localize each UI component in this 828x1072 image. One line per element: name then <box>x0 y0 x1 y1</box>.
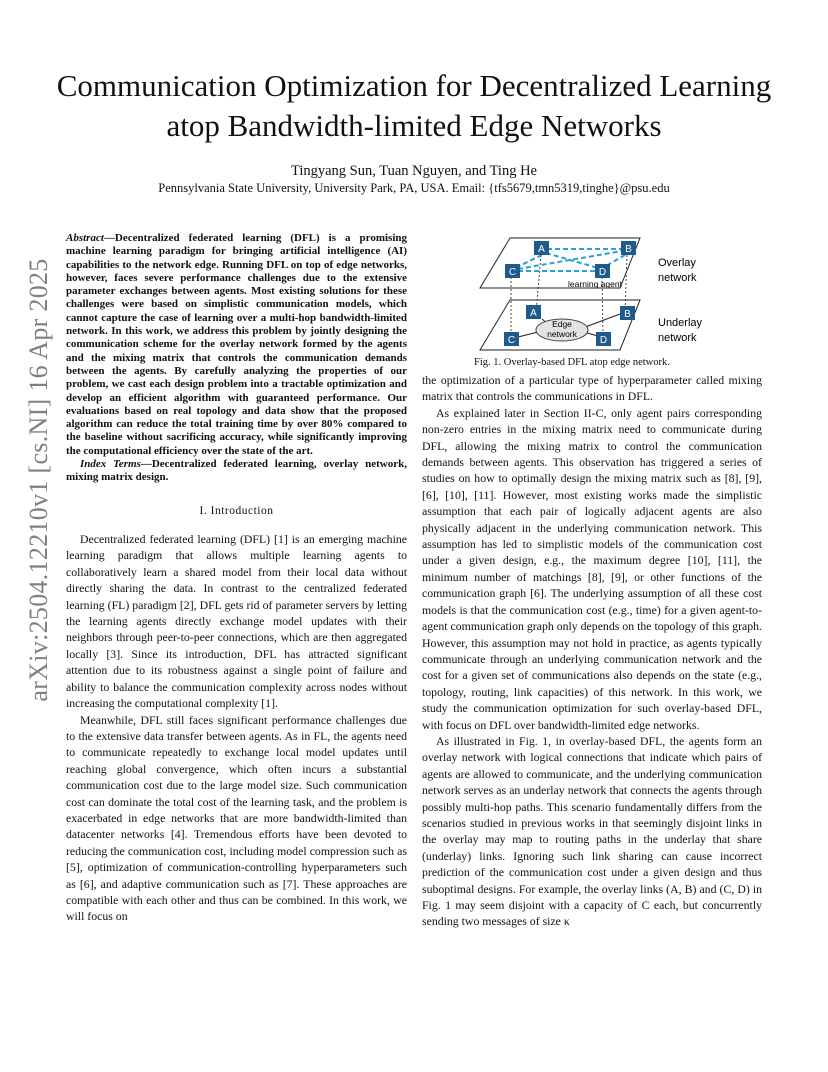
affiliation: Pennsylvania State University, University Park, PA, USA. Email: {tfs5679,tmn5319,tinghe}@psu.edu <box>158 181 670 195</box>
abstract-label: Abstract <box>66 232 104 244</box>
figure-overlay-diagram <box>470 233 720 353</box>
paragraph: Decentralized federated learning (DFL) [1] is an emerging machine learning paradigm that allows multiple learning agents to collaboratively learn a shared model from their local data without directly sharing the data. In contrast to the centralized federated learning (FL) paradigm [2], DFL gets rid of parameter servers by letting the learning agents directly exchange model updates with their neighbors through peer-to-peer connections, which are then aggregated locally [3]. Since its introduction, DFL has attracted significant attention due to its robustness against a single point of failure and ability to balance the communication complexity across nodes without increasing the computational complexity [1]. <box>66 532 407 711</box>
svg-text:C: C <box>507 335 516 346</box>
paragraph: As explained later in Section II-C, only agent pairs corresponding non-zero entries in the mixing matrix need to communicate during DFL, allowing the mixing matrix to control the communication demands between agents. This observation has triggered a series of studies on how to optimally design the mixing matrix such as [8], [9], [6], [10], [11]. However, most existing works made the simplistic assumption that each pair of logically adjacent agents are also physically adjacent in the underlying communication network. This assumption has led to simplistic models of the communication cost under a given design, e.g., the maximum degree [10], [11], the minimum number of matchings [8], [9], or other functions of the communication graph [6]. The underlying assumption of all these cost models is that the communication cost (e.g., time) for a given agent-to-agent communication graph only depends on the topology of this graph. However, this assumption may not hold in practice, as agents typically communicate through an underlying communication network and the cost for a given set of communications also depends on the state (e.g., topology, routing, link capacities) of this network. In this work, we study the communication optimization for such overlay-based DFL, with focus on DFL over bandwidth-limited edge networks. <box>422 405 762 732</box>
underlay-node-c <box>504 332 519 346</box>
underlay-label: Underlay <box>658 317 703 329</box>
right-column <box>422 372 762 930</box>
underlay-node-a <box>526 305 541 319</box>
overlay-node-c <box>505 264 520 278</box>
index-terms-label: Index Terms <box>80 458 141 471</box>
paragraph: As illustrated in Fig. 1, in overlay-based DFL, the agents form an overlay network with logical connections that indicate which pairs of agents are allowed to communicate, and the underlying communication network serves as an underlay network that connects the agents through possibly multi-hop paths. This scenario fundamentally differs from the scenarios studied in previous works in that seemingly disjoint links in the overlay may map to routing paths in the underlay that share (underlay) links. Ignoring such link sharing can cause incorrect prediction of the communication cost under a given design and thus suboptimal designs. For example, the overlay links (A, B) and (C, D) in Fig. 1 may seem disjoint with a capacity of C each, but concurrently sending two messages of size κ <box>422 733 762 929</box>
overlay-label-2: network <box>658 272 697 284</box>
overlay-node-a <box>534 241 549 255</box>
svg-text:D: D <box>598 267 607 278</box>
paper-title: Communication Optimization for Decentralized Learning atop Bandwidth-limited Edge Networks <box>56 68 772 143</box>
underlay-node-b <box>620 306 635 320</box>
underlay-node-d <box>596 332 611 346</box>
overlay-node-d <box>595 264 610 278</box>
svg-text:B: B <box>624 309 631 320</box>
overlay-label: Overlay <box>658 257 696 269</box>
edge-label: Edge <box>552 319 572 329</box>
learning-agent-label: learning agent <box>568 279 622 289</box>
svg-text:C: C <box>508 267 517 278</box>
arxiv-watermark: arXiv:2504.12210v1 [cs.NI] 16 Apr 2025 <box>24 258 53 702</box>
index-terms-text: —Decentralized federated learning, overlay network, mixing matrix design. <box>66 458 407 484</box>
svg-text:A: A <box>530 308 537 319</box>
abstract-text: —Decentralized federated learning (DFL) is a promising machine learning paradigm for bringing artificial intelligence (AI) capabilities to the network edge. Running DFL on top of edge networks, however, faces severe performance challenges due to the extensive parameter exchanges between agents. Most existing solutions for these challenges were based on simplistic communication models, which cannot capture the case of learning over a multi-hop bandwidth-limited network. In this work, we address this problem by jointly designing the communication scheme for the overlay network formed by the agents and the mixing matrix that controls the communication demands between the agents. By carefully analyzing the properties of our problem, we cast each design problem into a tractable optimization and develop an efficient algorithm with guaranteed performance. Our evaluations based on real topology and data show that the proposed algorithm can reduce the total training time by over 80% compared to the baseline without sacrificing accuracy, while significantly improving the computational efficiency over the state of the art. <box>66 232 407 457</box>
overlay-node-b <box>621 241 636 255</box>
edge-label-2: network <box>547 329 577 339</box>
index-terms <box>66 458 407 485</box>
underlay-label-2: network <box>658 332 697 344</box>
abstract <box>66 232 407 458</box>
figure-caption: Fig. 1. Overlay-based DFL atop edge network. <box>474 357 670 368</box>
left-column <box>66 232 407 925</box>
paragraph: the optimization of a particular type of hyperparameter called mixing matrix that controls the communications in DFL. <box>422 373 762 404</box>
paragraph: Meanwhile, DFL still faces significant performance challenges due to the extensive data transfer between agents. As in FL, the agents need to communicate repeatedly to exchange local model updates until reaching global convergence, which often incurs a substantial communication cost due to the large model size. Such communication cost can dominate the total cost of the learning task, and the problem is exacerbated in edge networks that are more bandwidth-limited than datacenter networks [4]. Tremendous efforts have been devoted to reducing the communication cost, including model compression such as [5], optimization of communication-controlling hyperparameters such as [6], and adaptive communication such as [7]. These approaches are compatible with each other and thus can be combined. In this work, we will focus on <box>66 712 407 924</box>
svg-text:D: D <box>599 335 608 346</box>
section-heading: I. Introduction <box>199 504 274 517</box>
svg-text:B: B <box>625 244 632 255</box>
svg-text:A: A <box>538 244 545 255</box>
authors: Tingyang Sun, Tuan Nguyen, and Ting He <box>290 163 537 179</box>
